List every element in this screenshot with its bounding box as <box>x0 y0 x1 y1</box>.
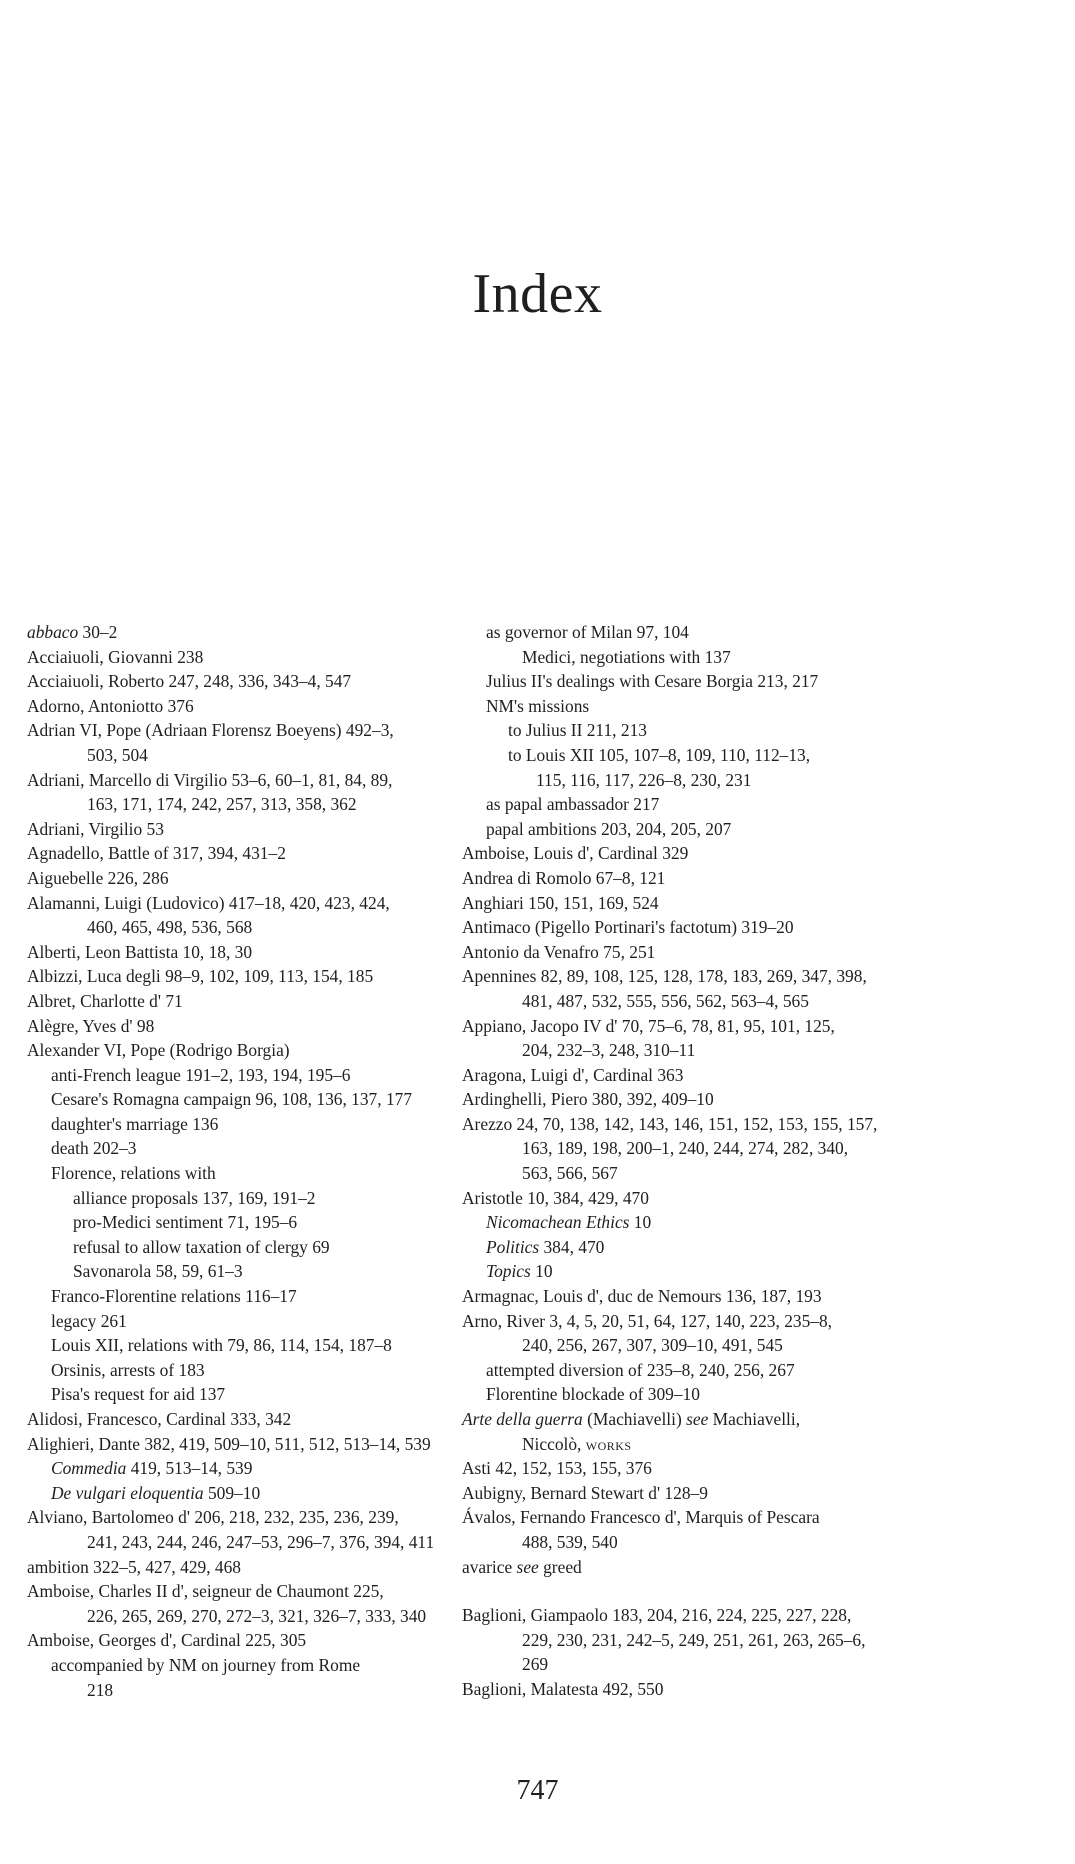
index-entry-text: greed <box>538 1556 582 1577</box>
index-entry-text: Aristotle 10, 384, 429, 470 <box>462 1187 649 1208</box>
index-entry-text: (Machiavelli) <box>582 1409 687 1429</box>
index-entry <box>27 1161 467 1186</box>
index-entry <box>27 940 467 965</box>
index-entry <box>462 1014 932 1039</box>
index-entry <box>27 1555 467 1580</box>
index-entry-text: 218 <box>87 1679 114 1700</box>
index-entry <box>462 718 932 743</box>
index-entry-text: 204, 232–3, 248, 310–11 <box>522 1040 696 1061</box>
index-entry-text: 384, 470 <box>539 1236 605 1257</box>
index-entry <box>462 817 932 842</box>
index-entry-text: 481, 487, 532, 555, 556, 562, 563–4, 565 <box>522 990 809 1011</box>
index-entry <box>27 1456 467 1481</box>
index-entry-text: 488, 539, 540 <box>522 1531 618 1552</box>
index-entry <box>462 891 932 916</box>
index-entry <box>462 915 932 940</box>
index-entry <box>462 1038 932 1063</box>
index-entry-text: Amboise, Georges d', Cardinal 225, 305 <box>27 1630 307 1651</box>
index-entry-text: 163, 189, 198, 200–1, 240, 244, 274, 282, 340, <box>522 1138 849 1159</box>
index-entry <box>462 1161 932 1186</box>
index-entry <box>27 1112 467 1137</box>
index-entry <box>462 768 932 793</box>
index-entry-text: Alamanni, Luigi (Ludovico) 417–18, 420, 423, 424, <box>27 892 390 913</box>
index-entry-text: attempted diversion of 235–8, 240, 256, 267 <box>486 1359 795 1380</box>
index-entry-text: death 202–3 <box>51 1138 137 1159</box>
index-entry-text: Albret, Charlotte d' 71 <box>27 990 183 1011</box>
index-entry <box>462 1210 932 1235</box>
index-entry-text: 10 <box>530 1261 553 1282</box>
index-entry <box>462 1481 932 1506</box>
index-entry <box>27 1087 467 1112</box>
index-entry <box>27 1678 467 1703</box>
index-entry <box>462 620 932 645</box>
index-entry-text: Acciaiuoli, Roberto 247, 248, 336, 343–4, 547 <box>27 671 352 692</box>
index-entry <box>27 1063 467 1088</box>
index-entry <box>462 1063 932 1088</box>
index-section-gap <box>462 1579 932 1603</box>
index-entry <box>27 1235 467 1260</box>
index-entry <box>462 1628 932 1653</box>
index-entry-text: Adrian VI, Pope (Adriaan Florensz Boeyens) 492–3, <box>27 720 394 741</box>
index-entry <box>462 1555 932 1580</box>
index-entry-text: 229, 230, 231, 242–5, 249, 251, 261, 263, 265–6, <box>522 1629 866 1650</box>
index-entry-text: pro-Medici sentiment 71, 195–6 <box>73 1212 298 1233</box>
index-entry-text: alliance proposals 137, 169, 191–2 <box>73 1187 316 1208</box>
index-entry <box>27 620 467 645</box>
index-entry-text: Andrea di Romolo 67–8, 121 <box>462 867 666 888</box>
index-entry-text: Apennines 82, 89, 108, 125, 128, 178, 183, 269, 347, 398, <box>462 966 867 987</box>
index-entry <box>27 1628 467 1653</box>
index-entry-text: Agnadello, Battle of 317, 394, 431–2 <box>27 843 286 864</box>
index-entry-text: De vulgari eloquentia <box>51 1482 204 1503</box>
index-entry-text: Louis XII, relations with 79, 86, 114, 154, 187–8 <box>51 1335 392 1356</box>
index-entry-text: Alègre, Yves d' 98 <box>27 1015 155 1036</box>
index-entry-text: Arno, River 3, 4, 5, 20, 51, 64, 127, 140, 223, 235–8, <box>462 1310 833 1331</box>
page-title: Index <box>472 263 603 325</box>
index-entry-text: Julius II's dealings with Cesare Borgia 213, 217 <box>486 671 819 692</box>
index-entry-text: Adriani, Virgilio 53 <box>27 818 164 839</box>
index-entry-text: ambition 322–5, 427, 429, 468 <box>27 1556 241 1577</box>
index-entry-text: Appiano, Jacopo IV d' 70, 75–6, 78, 81, 95, 101, 125, <box>462 1015 835 1036</box>
index-entry-text: Baglioni, Giampaolo 183, 204, 216, 224, 225, 227, 228, <box>462 1605 852 1626</box>
index-entry-text: Commedia <box>51 1458 127 1479</box>
index-entry <box>27 1259 467 1284</box>
index-column-right <box>462 620 932 1702</box>
index-entry <box>27 964 467 989</box>
index-entry-text: Politics <box>486 1236 540 1257</box>
index-entry-text: Acciaiuoli, Giovanni 238 <box>27 646 204 667</box>
index-entry <box>27 1358 467 1383</box>
index-entry <box>27 1210 467 1235</box>
index-entry-text: Alexander VI, Pope (Rodrigo Borgia) <box>27 1040 290 1061</box>
index-entry-text: Albizzi, Luca degli 98–9, 102, 109, 113, 154, 185 <box>27 966 374 987</box>
index-entry <box>27 915 467 940</box>
index-entry-text: 226, 265, 269, 270, 272–3, 321, 326–7, 333, 340 <box>87 1605 427 1626</box>
index-entry <box>462 1358 932 1383</box>
index-entry-text: Baglioni, Malatesta 492, 550 <box>462 1678 664 1699</box>
index-entry-text: to Julius II 211, 213 <box>508 720 647 741</box>
index-entry-text: legacy 261 <box>51 1310 127 1331</box>
index-entry-text: Antimaco (Pigello Portinari's factotum) 319–20 <box>462 917 794 938</box>
index-entry-text: Alighieri, Dante 382, 419, 509–10, 511, 512, 513–14, 539 <box>27 1433 431 1454</box>
index-entry-text: Aragona, Luigi d', Cardinal 363 <box>462 1064 684 1085</box>
index-entry-text: 30–2 <box>78 622 118 642</box>
index-entry <box>462 1309 932 1334</box>
index-entry-text: Alviano, Bartolomeo d' 206, 218, 232, 235, 236, 239, <box>27 1507 399 1528</box>
index-entry-text: Alidosi, Francesco, Cardinal 333, 342 <box>27 1409 292 1429</box>
index-entry <box>27 866 467 891</box>
index-entry-text: Topics <box>486 1261 531 1282</box>
index-entry-text: Amboise, Charles II d', seigneur de Chaumont 225, <box>27 1581 384 1602</box>
index-entry-text: avarice <box>462 1556 517 1577</box>
index-entry <box>462 1530 932 1555</box>
index-entry <box>462 1087 932 1112</box>
index-entry <box>27 989 467 1014</box>
index-entry <box>462 792 932 817</box>
index-entry <box>27 792 467 817</box>
index-entry <box>462 1652 932 1677</box>
index-entry-text: to Louis XII 105, 107–8, 109, 110, 112–13, <box>508 744 811 765</box>
index-entry <box>27 1136 467 1161</box>
index-entry <box>27 1653 467 1678</box>
index-entry-text: Ávalos, Fernando Francesco d', Marquis of Pescara <box>462 1507 820 1528</box>
index-entry <box>462 1333 932 1358</box>
index-entry-text: Medici, negotiations with 137 <box>522 646 731 667</box>
index-entry <box>27 1186 467 1211</box>
index-entry <box>462 841 932 866</box>
index-entry-text: Florence, relations with <box>51 1163 216 1184</box>
index-column-left <box>27 620 467 1702</box>
index-entry-text: anti-French league 191–2, 193, 194, 195–6 <box>51 1064 351 1085</box>
index-entry <box>462 866 932 891</box>
index-entry <box>462 1677 932 1702</box>
index-entry-text: Ardinghelli, Piero 380, 392, 409–10 <box>462 1089 714 1110</box>
index-entry <box>462 989 932 1014</box>
index-entry-text: 503, 504 <box>87 744 148 765</box>
index-entry <box>27 1432 467 1457</box>
index-entry <box>27 817 467 842</box>
index-entry <box>27 841 467 866</box>
index-entry <box>27 891 467 916</box>
index-entry-text: see <box>686 1409 709 1429</box>
index-entry-text: Amboise, Louis d', Cardinal 329 <box>462 843 689 864</box>
index-entry-text: as governor of Milan 97, 104 <box>486 622 689 642</box>
index-entry <box>27 1530 467 1555</box>
index-entry <box>27 1505 467 1530</box>
index-entry-text: 241, 243, 244, 246, 247–53, 296–7, 376, 394, 411 <box>87 1531 435 1552</box>
index-entry <box>27 1604 467 1629</box>
index-entry-text: see <box>516 1556 539 1577</box>
index-entry <box>462 1259 932 1284</box>
index-entry-text: 269 <box>522 1654 549 1675</box>
index-entry-text: Niccolò, <box>522 1433 586 1454</box>
index-entry <box>462 1456 932 1481</box>
index-entry-text: Adriani, Marcello di Virgilio 53–6, 60–1, 81, 84, 89, <box>27 769 393 790</box>
index-entry-text: refusal to allow taxation of clergy 69 <box>73 1236 330 1257</box>
index-entry <box>27 768 467 793</box>
index-entry <box>462 743 932 768</box>
index-entry <box>27 694 467 719</box>
index-entry-text: Florentine blockade of 309–10 <box>486 1384 700 1405</box>
index-entry-text: as papal ambassador 217 <box>486 794 660 815</box>
index-entry <box>27 1382 467 1407</box>
index-entry <box>27 1284 467 1309</box>
index-entry-text: 419, 513–14, 539 <box>126 1458 253 1479</box>
index-entry-text: 563, 566, 567 <box>522 1163 618 1184</box>
index-entry <box>27 1481 467 1506</box>
index-entry-text: Franco-Florentine relations 116–17 <box>51 1286 297 1307</box>
page-number: 747 <box>516 1775 559 1806</box>
index-entry-text: Armagnac, Louis d', duc de Nemours 136, 187, 193 <box>462 1286 822 1307</box>
index-entry-text: accompanied by NM on journey from Rome <box>51 1654 361 1675</box>
index-entry-text: 460, 465, 498, 536, 568 <box>87 917 253 938</box>
index-entry-text: Asti 42, 152, 153, 155, 376 <box>462 1458 652 1479</box>
index-entry <box>462 1407 932 1432</box>
index-entry <box>462 1505 932 1530</box>
index-entry <box>462 1235 932 1260</box>
index-entry-text: works <box>585 1433 632 1454</box>
index-entry <box>27 1309 467 1334</box>
index-entry-text: 10 <box>629 1212 652 1233</box>
index-entry-text: papal ambitions 203, 204, 205, 207 <box>486 818 732 839</box>
index-entry <box>462 694 932 719</box>
index-entry <box>27 1579 467 1604</box>
index-entry-text: daughter's marriage 136 <box>51 1113 219 1134</box>
index-entry-text: Adorno, Antoniotto 376 <box>27 695 194 716</box>
index-entry-text: 163, 171, 174, 242, 257, 313, 358, 362 <box>87 794 357 815</box>
index-entry-text: Arte della guerra <box>462 1409 583 1429</box>
index-entry-text: NM's missions <box>486 695 590 716</box>
index-entry-text: Pisa's request for aid 137 <box>51 1384 226 1405</box>
index-entry <box>27 669 467 694</box>
index-entry <box>27 743 467 768</box>
index-entry <box>462 1382 932 1407</box>
index-entry <box>462 669 932 694</box>
index-entry <box>462 1432 932 1457</box>
index-entry <box>462 1603 932 1628</box>
index-entry-text: Arezzo 24, 70, 138, 142, 143, 146, 151, 152, 153, 155, 157, <box>462 1113 878 1134</box>
index-entry-text: 509–10 <box>203 1482 261 1503</box>
index-entry-text: Anghiari 150, 151, 169, 524 <box>462 892 659 913</box>
index-entry <box>462 645 932 670</box>
index-entry-text: Antonio da Venafro 75, 251 <box>462 941 656 962</box>
index-entry <box>462 1112 932 1137</box>
index-entry-text: 240, 256, 267, 307, 309–10, 491, 545 <box>522 1335 783 1356</box>
index-entry-text: Machiavelli, <box>708 1409 801 1429</box>
index-entry <box>27 645 467 670</box>
index-entry <box>27 718 467 743</box>
index-entry <box>27 1333 467 1358</box>
index-entry-text: Cesare's Romagna campaign 96, 108, 136, 137, 177 <box>51 1089 413 1110</box>
index-entry-text: Aubigny, Bernard Stewart d' 128–9 <box>462 1482 708 1503</box>
index-entry <box>27 1014 467 1039</box>
index-entry-text: Orsinis, arrests of 183 <box>51 1359 205 1380</box>
index-entry <box>27 1038 467 1063</box>
index-entry-text: 115, 116, 117, 226–8, 230, 231 <box>536 769 752 790</box>
index-entry-text: Savonarola 58, 59, 61–3 <box>73 1261 243 1282</box>
index-entry <box>462 940 932 965</box>
index-entry <box>27 1407 467 1432</box>
index-entry <box>462 1284 932 1309</box>
index-entry-text: Alberti, Leon Battista 10, 18, 30 <box>27 941 253 962</box>
index-entry <box>462 1136 932 1161</box>
index-entry-text: abbaco <box>27 622 79 642</box>
index-entry-text: Nicomachean Ethics <box>486 1212 630 1233</box>
index-entry <box>462 1186 932 1211</box>
index-entry <box>462 964 932 989</box>
index-entry-text: Aiguebelle 226, 286 <box>27 867 169 888</box>
